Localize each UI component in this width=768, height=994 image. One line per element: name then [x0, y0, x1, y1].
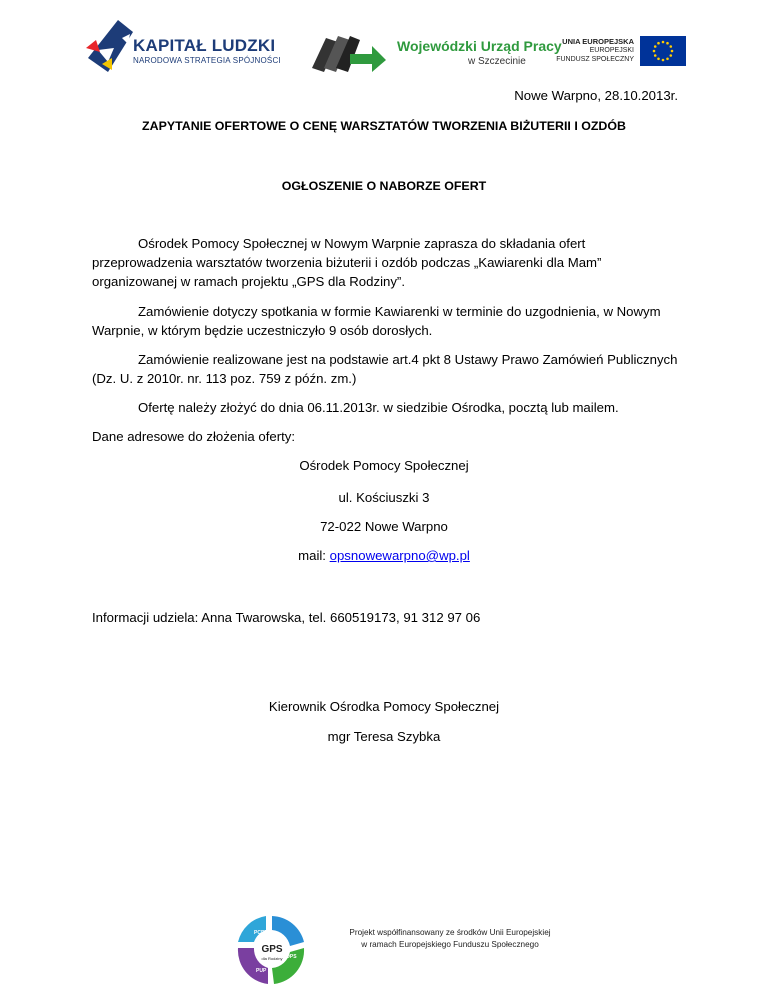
- eu-line-2: EUROPEJSKI: [589, 47, 634, 54]
- eu-line-1: UNIA EUROPEJSKA: [562, 37, 634, 46]
- paragraph-invitation: Ośrodek Pomocy Społecznej w Nowym Warpnie zaprasza do składania ofert przeprowadzenia warsztatów tworzenia biżuterii i ozdób podczas „Kawiarenki dla Mam” organizowanej w ramach projektu „GPS dla Rodziny”.: [92, 236, 602, 289]
- email-link[interactable]: opsnowewarpno@wp.pl: [329, 548, 470, 563]
- gps-label-pup: PUP: [256, 968, 267, 974]
- eu-star-icon: [662, 59, 665, 62]
- document-date: Nowe Warpno, 28.10.2013r.: [514, 88, 678, 103]
- eu-star-icon: [669, 54, 672, 57]
- eu-star-icon: [653, 50, 656, 53]
- paragraph-order-scope: Zamówienie dotyczy spotkania w formie Kawiarenki w terminie do uzgodnienia, w Nowym Warpnie, w którym będzie uczestniczyło 9 osób dorosłych.: [92, 304, 661, 338]
- address-city: 72-022 Nowe Warpno: [320, 519, 448, 534]
- wup-subtitle: w Szczecinie: [468, 56, 526, 67]
- footer-note: [300, 927, 600, 951]
- eu-star-icon: [654, 45, 657, 48]
- eu-star-icon: [657, 57, 660, 60]
- footer-line-1: Projekt współfinansowany ze środków Unii Europejskiej: [349, 928, 551, 937]
- document-title: ZAPYTANIE OFERTOWE O CENĘ WARSZTATÓW TWORZENIA BIŻUTERII I OZDÓB: [142, 119, 626, 133]
- contact-info: Informacji udziela: Anna Twarowska, tel. 660519173, 91 312 97 06: [92, 610, 481, 625]
- eu-fund-text: [540, 37, 634, 64]
- paragraph-deadline: Ofertę należy złożyć do dnia 06.11.2013r. w siedzibie Ośrodka, pocztą lub mailem.: [138, 400, 619, 415]
- wup-title: Wojewódzki Urząd Pracy: [397, 38, 562, 54]
- gps-logo-text: GPS: [261, 944, 283, 955]
- gps-label-pcpr: PCPR: [254, 930, 268, 936]
- kapital-ludzki-title: KAPITAŁ LUDZKI: [133, 36, 276, 55]
- address-mail: [0, 546, 768, 565]
- address-name: Ośrodek Pomocy Społecznej: [299, 458, 469, 473]
- address-intro: Dane adresowe do złożenia oferty:: [92, 429, 296, 444]
- eu-star-icon: [669, 45, 672, 48]
- eu-star-icon: [666, 57, 669, 60]
- signature-name: mgr Teresa Szybka: [327, 729, 441, 744]
- eu-star-icon: [662, 41, 665, 44]
- eu-star-icon: [671, 50, 674, 53]
- mail-label: mail:: [298, 548, 330, 563]
- eu-flag-icon: [640, 36, 686, 66]
- wup-logo-icon: [310, 32, 386, 74]
- paragraph-legal-basis: Zamówienie realizowane jest na podstawie art.4 pkt 8 Ustawy Prawo Zamówień Publicznych (Dz. U. z 2010r. nr. 113 poz. 759 z późn. zm.): [92, 352, 678, 386]
- gps-label-ops: OPS: [286, 954, 297, 960]
- eu-star-icon: [657, 42, 660, 45]
- kapital-ludzki-subtitle: NARODOWA STRATEGIA SPÓJNOŚCI: [133, 56, 281, 65]
- eu-star-icon: [666, 42, 669, 45]
- address-street: ul. Kościuszki 3: [338, 490, 430, 505]
- document-subtitle: OGŁOSZENIE O NABORZE OFERT: [281, 179, 487, 193]
- footer-line-2: w ramach Europejskiego Funduszu Społecznego: [361, 940, 539, 949]
- signature-role: Kierownik Ośrodka Pomocy Społecznej: [268, 699, 500, 714]
- eu-line-3: FUNDUSZ SPOŁECZNY: [556, 56, 634, 63]
- gps-logo-sub: dla Rodziny: [261, 956, 283, 961]
- eu-star-icon: [654, 54, 657, 57]
